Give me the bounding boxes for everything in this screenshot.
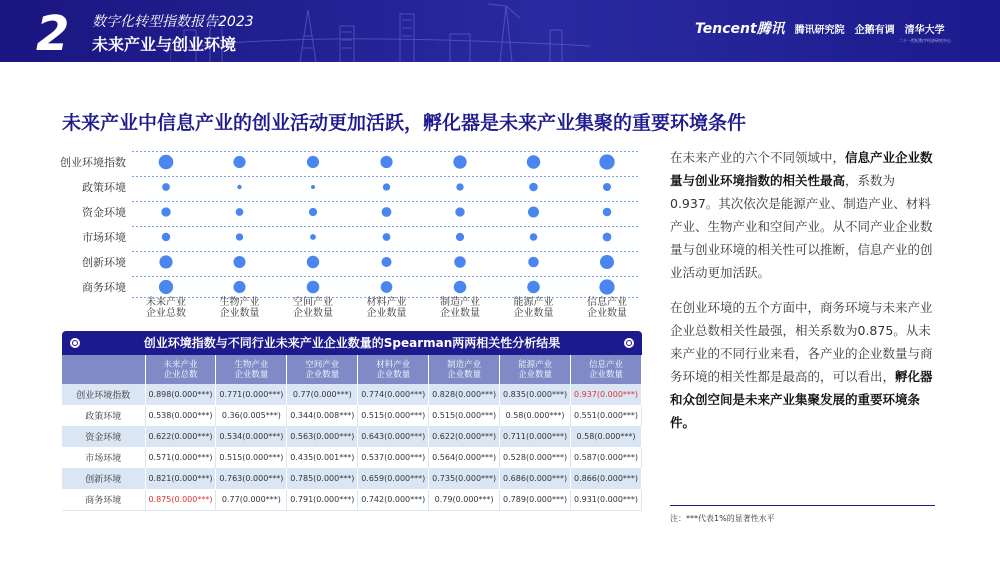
bubble-point (236, 233, 243, 240)
table-cell: 0.622(0.000***) (145, 426, 216, 447)
bubble-point (530, 233, 538, 241)
table-cell: 0.564(0.000***) (429, 447, 500, 468)
tencent-logo: Tencent腾讯 (695, 21, 785, 37)
table-column-header: 生物产业 企业数量 (216, 355, 287, 384)
table-row-label: 政策环境 (62, 405, 145, 426)
table-row (62, 426, 642, 447)
table-title-bar (62, 331, 642, 355)
table-cell: 0.791(0.000***) (287, 489, 358, 510)
table-cell: 0.435(0.001***) (287, 447, 358, 468)
note-divider (670, 505, 935, 506)
correlation-table-panel (62, 331, 642, 521)
column-tick-label: 材料产业企业数量 (366, 297, 407, 319)
table-cell: 0.77(0.000***) (216, 489, 287, 510)
bullet-icon (624, 338, 634, 348)
table-cell: 0.659(0.000***) (358, 468, 429, 489)
column-tick-label: 生物产业企业数量 (219, 297, 260, 319)
table-title: 创业环境指数与不同行业未来产业企业数量的Spearman两两相关性分析结果 (143, 336, 561, 350)
paragraph1-text-cont: ，系数为0.937。其次依次是能源产业、制造产业、材料产业、生物产业和空间产业。从不同产业企业数量与创业环境的相关性可以推断，信息产业的创业活动更加活跃。 (670, 173, 933, 280)
paragraph1-text: 在未来产业的六个不同领域中， (670, 150, 846, 165)
bubble-point (454, 256, 466, 268)
table-row (62, 489, 642, 510)
bubble-point (456, 183, 463, 190)
table-cell: 0.898(0.000***) (145, 384, 216, 405)
bubble-point (528, 257, 539, 268)
table-row (62, 405, 642, 426)
table-cell: 0.785(0.000***) (287, 468, 358, 489)
table-cell: 0.563(0.000***) (287, 426, 358, 447)
table-column-header: 制造产业 企业数量 (429, 355, 500, 384)
logo-bar (695, 18, 945, 38)
paragraph2-emphasis: 孵化器和众创空间是未来产业集聚发展的重要环境条件。 (670, 369, 933, 430)
bubble-point (233, 156, 245, 168)
bubble-point (380, 156, 392, 168)
partner-logo: 企鹅有调 (854, 24, 895, 36)
column-tick-label: 能源产业企业数量 (513, 297, 554, 319)
column-tick-label: 空间产业企业数量 (293, 297, 333, 319)
row-label: 市场环境 (82, 231, 126, 244)
bubble-point (161, 207, 170, 216)
bubble-point (307, 156, 319, 168)
table-row-label: 商务环境 (62, 489, 145, 510)
table-cell: 0.77(0.000***) (287, 384, 358, 405)
table-cell: 0.79(0.000***) (429, 489, 500, 510)
bubble-point (527, 155, 540, 168)
table-cell: 0.515(0.000***) (216, 447, 287, 468)
report-header (0, 0, 1000, 62)
row-label: 商务环境 (82, 281, 126, 294)
table-cell: 0.931(0.000***) (571, 489, 642, 510)
bubble-point (529, 183, 538, 192)
bubble-point (309, 208, 317, 216)
table-cell: 0.774(0.000***) (358, 384, 429, 405)
table-cell: 0.587(0.000***) (571, 447, 642, 468)
column-tick-label: 制造产业企业数量 (440, 297, 480, 319)
correlation-table (62, 355, 642, 511)
bubble-point (159, 155, 174, 170)
bubble-point (456, 233, 464, 241)
table-cell: 0.789(0.000***) (500, 489, 571, 510)
table-column-header: 信息产业 企业数量 (571, 355, 642, 384)
row-label: 创新环境 (82, 256, 126, 269)
table-row (62, 384, 642, 405)
bubble-point (311, 185, 315, 189)
table-cell: 0.58(0.000***) (571, 426, 642, 447)
tsinghua-logo: 清华大学 (904, 24, 945, 36)
table-row (62, 447, 642, 468)
bubble-point (159, 255, 172, 268)
table-cell: 0.686(0.000***) (500, 468, 571, 489)
page-title: 未来产业中信息产业的创业活动更加活跃，孵化器是未来产业集聚的重要环境条件 (62, 112, 747, 134)
bubble-point (382, 207, 392, 217)
table-cell: 0.36(0.005***) (216, 405, 287, 426)
bubble-point (162, 183, 170, 191)
bubble-point (381, 257, 391, 267)
bubble-point (600, 255, 614, 269)
table-cell: 0.821(0.000***) (145, 468, 216, 489)
table-cell: 0.866(0.000***) (571, 468, 642, 489)
table-cell: 0.537(0.000***) (358, 447, 429, 468)
table-cell: 0.771(0.000***) (216, 384, 287, 405)
correlation-bubble-chart (58, 148, 638, 328)
bubble-point (307, 256, 319, 268)
table-cell: 0.534(0.000***) (216, 426, 287, 447)
analysis-paragraph-1 (670, 146, 940, 284)
table-row (62, 468, 642, 489)
bubble-point (383, 233, 391, 241)
section-title: 未来产业与创业环境 (92, 35, 237, 54)
paragraph2-text: 在创业环境的五个方面中，商务环境与未来产业企业总数相关性最强，相关系数为0.875。从未来产业的不同行业来看，各产业的企业数量与商务环境的相关性都是最高的，可以看出， (670, 300, 933, 384)
table-column-header: 材料产业 企业数量 (358, 355, 429, 384)
table-cell: 0.763(0.000***) (216, 468, 287, 489)
row-label: 资金环境 (82, 206, 126, 219)
table-cell: 0.742(0.000***) (358, 489, 429, 510)
bubble-point (233, 281, 245, 293)
section-number: 2 (36, 6, 70, 62)
table-row-label: 创业环境指数 (62, 384, 145, 405)
analysis-paragraph-2 (670, 296, 940, 434)
bubble-point (528, 206, 539, 217)
table-cell: 0.551(0.000***) (571, 405, 642, 426)
bubble-point (233, 256, 245, 268)
bubble-point (383, 183, 390, 190)
table-cell: 0.528(0.000***) (500, 447, 571, 468)
bubble-point (236, 208, 244, 216)
bubble-point (237, 185, 241, 189)
bubble-point (527, 281, 540, 294)
bubble-point (603, 233, 612, 242)
significance-note: 注：***代表1%的显著性水平 (670, 514, 775, 523)
table-column-header: 能源产业 企业数量 (500, 355, 571, 384)
table-cell: 0.711(0.000***) (500, 426, 571, 447)
bubble-point (162, 233, 170, 241)
table-column-header: 空间产业 企业数量 (287, 355, 358, 384)
table-cell-highlight: 0.937(0.000***) (571, 384, 642, 405)
bubble-point (307, 281, 320, 294)
table-corner-cell (62, 355, 145, 384)
table-cell: 0.515(0.000***) (358, 405, 429, 426)
bubble-point (453, 155, 466, 168)
bubble-point (603, 183, 611, 191)
bubble-point (159, 280, 173, 294)
row-label: 政策环境 (82, 181, 126, 194)
column-tick-label: 未来产业企业总数 (146, 297, 186, 319)
table-row-label: 市场环境 (62, 447, 145, 468)
table-cell: 0.571(0.000***) (145, 447, 216, 468)
table-cell: 0.835(0.000***) (500, 384, 571, 405)
table-cell: 0.515(0.000***) (429, 405, 500, 426)
table-row-label: 创新环境 (62, 468, 145, 489)
bubble-point (454, 281, 467, 294)
table-header-row (62, 355, 642, 384)
table-cell: 0.643(0.000***) (358, 426, 429, 447)
table-row-label: 资金环境 (62, 426, 145, 447)
bubble-point (310, 234, 316, 240)
bullet-icon (70, 338, 80, 348)
table-cell: 0.622(0.000***) (429, 426, 500, 447)
paragraph1-emphasis: 信息产业企业数量与创业环境指数的相关性最高 (670, 150, 933, 188)
row-label: 创业环境指数 (60, 156, 126, 169)
bubble-point (599, 154, 614, 169)
bubble-point (599, 279, 614, 294)
table-cell: 0.344(0.008***) (287, 405, 358, 426)
table-cell: 0.538(0.000***) (145, 405, 216, 426)
column-tick-label: 信息产业企业数量 (587, 297, 627, 319)
tencent-research-logo: 腾讯研究院 (794, 24, 845, 36)
table-column-header: 未来产业 企业总数 (145, 355, 216, 384)
report-name: 数字化转型指数报告2023 (92, 14, 254, 30)
bubble-point (381, 281, 393, 293)
bubble-point (603, 208, 612, 217)
table-cell-highlight: 0.875(0.000***) (145, 489, 216, 510)
table-cell: 0.58(0.000***) (500, 405, 571, 426)
table-cell: 0.828(0.000***) (429, 384, 500, 405)
bubble-point (455, 207, 464, 216)
tsinghua-center-logo: 二十一世纪数字经济研究中心 (899, 38, 951, 43)
table-cell: 0.735(0.000***) (429, 468, 500, 489)
